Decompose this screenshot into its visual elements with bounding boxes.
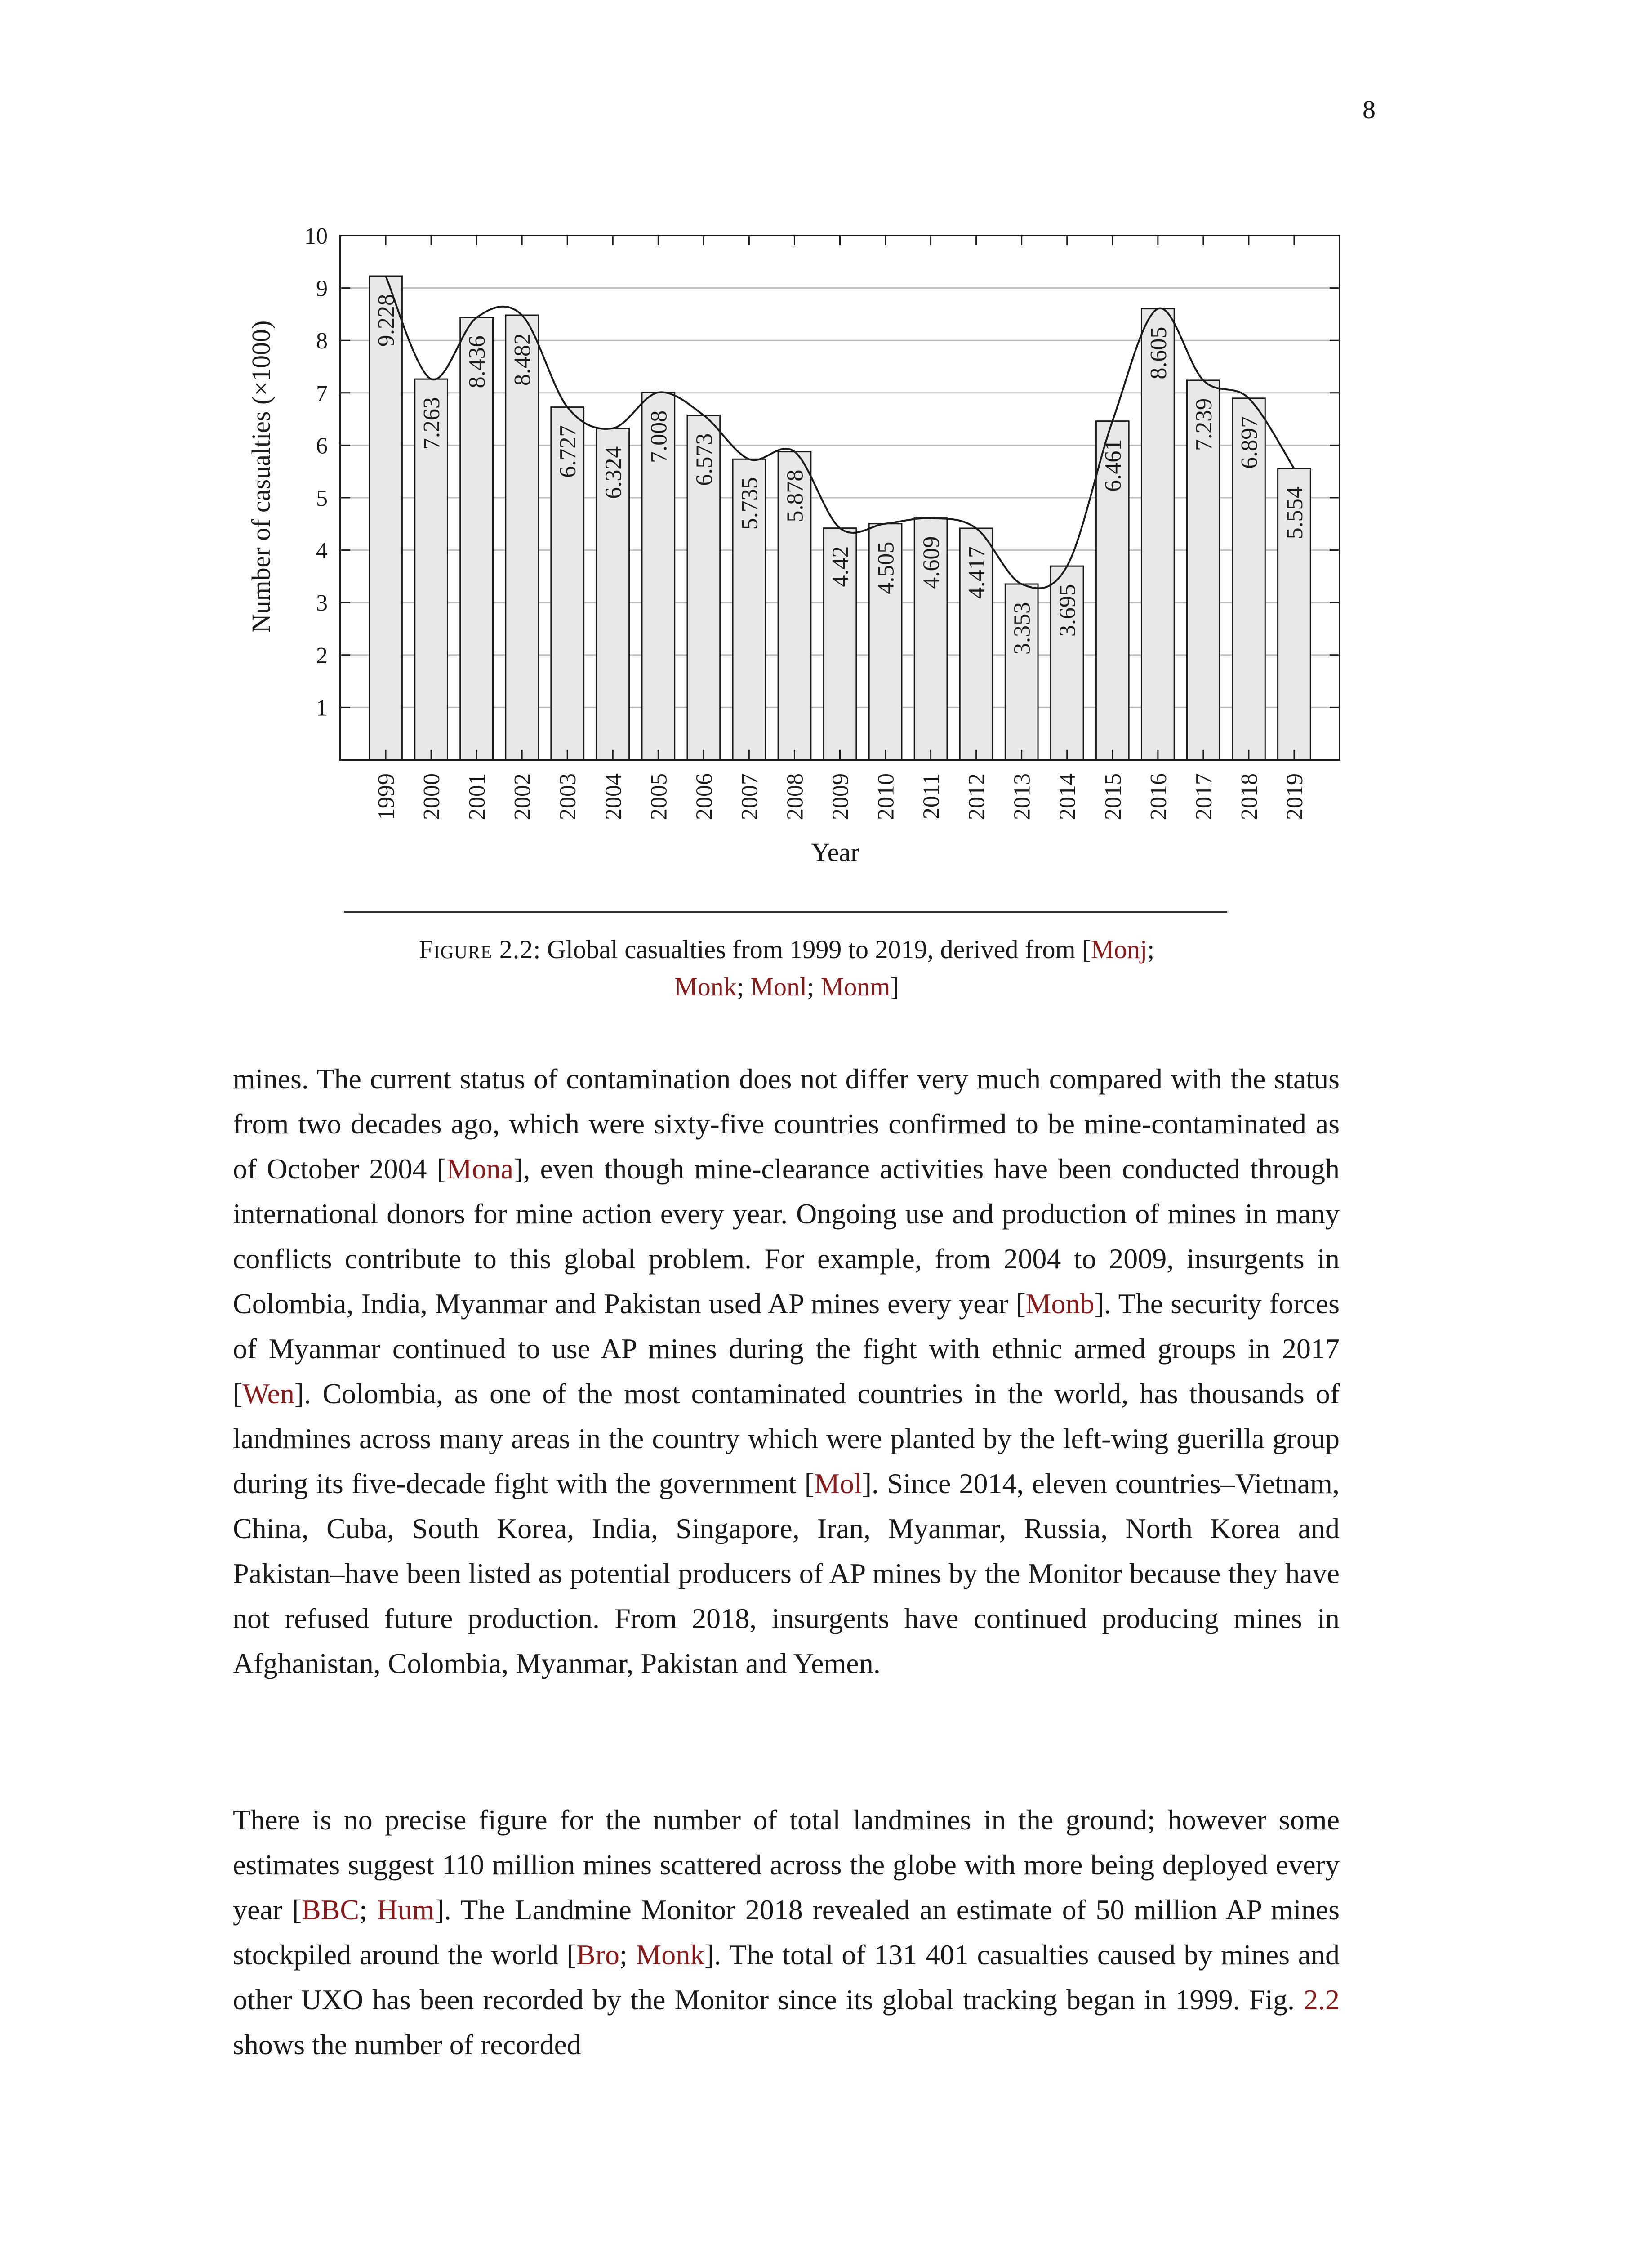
citation-link[interactable]: Monj — [1091, 935, 1148, 964]
bar-value-label: 6.324 — [601, 446, 627, 499]
citation-link[interactable]: Monl — [750, 972, 807, 1001]
paragraph-text: mines. The current status of contamination does not differ very much compared with the status from two decades ago, which were sixty-five countries confirmed to be mine-contaminated as of October 2004 [ — [233, 1063, 1340, 1185]
bar-value-label: 8.605 — [1145, 326, 1171, 379]
page-number: 8 — [1363, 95, 1376, 124]
y-tick-label: 10 — [304, 223, 328, 249]
caption-sep: ; — [807, 972, 821, 1001]
citation-link[interactable]: Mona — [446, 1153, 514, 1185]
y-tick-label: 5 — [316, 486, 328, 511]
y-tick-label: 2 — [316, 642, 328, 669]
x-tick-label: 2013 — [1009, 773, 1035, 820]
bar — [370, 276, 402, 760]
bar-value-label: 6.461 — [1100, 439, 1126, 492]
citation-link[interactable]: Wen — [242, 1378, 294, 1409]
x-tick-label: 2010 — [873, 773, 899, 820]
caption-text: ] — [890, 972, 899, 1001]
x-tick-label: 2008 — [782, 773, 808, 820]
x-tick-label: 2017 — [1191, 773, 1217, 820]
paragraph-text: ]. The total of 131 401 casualties caused by mines and other UXO has been recorded by the Monitor since its global tracking began in 1999. Fig. — [233, 1939, 1340, 2016]
caption-sep: ; — [1147, 935, 1155, 964]
x-tick-label: 2002 — [510, 773, 536, 820]
x-tick-label: 2011 — [918, 773, 944, 820]
bar-value-label: 3.353 — [1009, 602, 1035, 655]
x-tick-label: 2003 — [555, 773, 581, 820]
x-tick-label: 2014 — [1055, 773, 1081, 820]
bar-value-label: 6.727 — [555, 425, 581, 478]
paragraph-text: ]. Colombia, as one of the most contaminated countries in the world, has thousands of landmines across many areas in the country which were planted by the left-wing guerilla group during its five-decade fight with the government [ — [233, 1378, 1340, 1499]
body-paragraph-2 — [233, 1798, 1340, 2067]
citation-link[interactable]: Monk — [674, 972, 737, 1001]
paragraph-text: ; — [619, 1939, 636, 1971]
y-tick-labels — [304, 223, 328, 721]
x-tick-label: 2004 — [601, 773, 627, 820]
y-tick-label: 7 — [316, 380, 328, 406]
bar-value-label: 7.008 — [646, 410, 672, 463]
bar-value-label: 4.505 — [873, 541, 899, 594]
bar-value-label: 5.878 — [782, 469, 808, 522]
paragraph-text: ]. Since 2014, eleven countries–Vietnam, China, Cuba, South Korea, India, Singapore, Iran, Myanmar, Russia, North Korea and Pakistan–have been listed as potential producers of AP mines by the Monitor because they have not refused future production. From 2018, insurgents have continued producing mines in Afghanistan, Colombia, Myanmar, Pakistan and Yemen. — [233, 1467, 1340, 1679]
y-axis-title: Number of casualties (×1000) — [246, 320, 276, 633]
figure-reference-link[interactable]: 2.2 — [1304, 1984, 1340, 2016]
y-tick-label: 9 — [316, 276, 328, 302]
bar-value-label: 7.239 — [1191, 398, 1217, 451]
x-tick-label: 2018 — [1236, 773, 1262, 820]
bar-value-label: 8.436 — [464, 335, 490, 388]
bar-value-label: 5.554 — [1282, 486, 1308, 540]
citation-link[interactable]: Monb — [1025, 1288, 1095, 1320]
caption-text: : Global casualties from 1999 to 2019, derived from [ — [533, 935, 1091, 964]
paragraph-text: ]. The Landmine Monitor 2018 revealed an estimate of 50 million AP mines stockpiled around the world [ — [233, 1894, 1340, 1971]
y-tick-label: 6 — [316, 433, 328, 459]
figure-caption — [351, 931, 1223, 1005]
citation-link[interactable]: Mol — [814, 1467, 862, 1499]
paragraph-text: ; — [359, 1894, 377, 1926]
x-tick-label: 2007 — [737, 773, 763, 820]
bar-value-label: 4.417 — [964, 546, 990, 599]
x-tick-label: 2019 — [1282, 773, 1308, 820]
x-tick-label: 2009 — [828, 773, 854, 820]
x-tick-label: 2001 — [464, 773, 490, 820]
figure-label: Figure 2.2 — [419, 935, 534, 964]
x-axis-title: Year — [811, 838, 859, 867]
paragraph-text: ], even though mine-clearance activities have been conducted through international donors for mine action every year. Ongoing use and production of mines in many conflicts contribute to this global problem. For example, from 2004 to 2009, insurgents in Colombia, India, Myanmar and Pakistan used AP mines every year [ — [233, 1153, 1340, 1320]
x-tick-label: 2006 — [691, 773, 717, 820]
paragraph-text: ]. The security forces of Myanmar continued to use AP mines during the fight with ethnic armed groups in 2017 [ — [233, 1288, 1340, 1409]
x-tick-label: 2016 — [1145, 773, 1171, 820]
x-tick-label: 1999 — [374, 773, 400, 820]
citation-link[interactable]: Bro — [576, 1939, 619, 1971]
x-tick-labels — [374, 773, 1308, 820]
citation-link[interactable]: Monm — [820, 972, 891, 1001]
x-tick-label: 2012 — [964, 773, 990, 820]
bar-value-label: 6.573 — [691, 433, 717, 486]
casualties-bar-chart — [0, 0, 1652, 899]
paragraph-text: shows the number of recorded — [233, 2029, 581, 2061]
bar-value-label: 4.42 — [828, 546, 854, 587]
x-tick-label: 2015 — [1100, 773, 1126, 820]
bar-value-label: 4.609 — [918, 536, 944, 589]
paragraph-text: There is no precise figure for the number of total landmines in the ground; however some estimates suggest 110 million mines scattered across the globe with more being deployed every year [ — [233, 1804, 1340, 1926]
figure-rule — [344, 911, 1227, 913]
bar-value-label: 3.695 — [1055, 584, 1081, 637]
caption-sep: ; — [736, 972, 751, 1001]
bar-value-label: 9.228 — [374, 294, 400, 347]
citation-link[interactable]: Hum — [377, 1894, 435, 1926]
bar-value-label: 8.482 — [510, 333, 536, 386]
body-paragraph-1 — [233, 1057, 1340, 1686]
citation-link[interactable]: Monk — [636, 1939, 705, 1971]
citation-link[interactable]: BBC — [302, 1894, 360, 1926]
y-tick-label: 8 — [316, 328, 328, 354]
bar-value-label: 5.735 — [737, 477, 763, 530]
bar-value-label: 7.263 — [419, 397, 445, 450]
x-tick-label: 2000 — [419, 773, 445, 820]
y-tick-label: 3 — [316, 590, 328, 616]
y-tick-label: 4 — [316, 538, 328, 564]
y-tick-label: 1 — [316, 695, 328, 721]
x-tick-label: 2005 — [646, 773, 672, 820]
bar-value-label: 6.897 — [1236, 416, 1262, 469]
